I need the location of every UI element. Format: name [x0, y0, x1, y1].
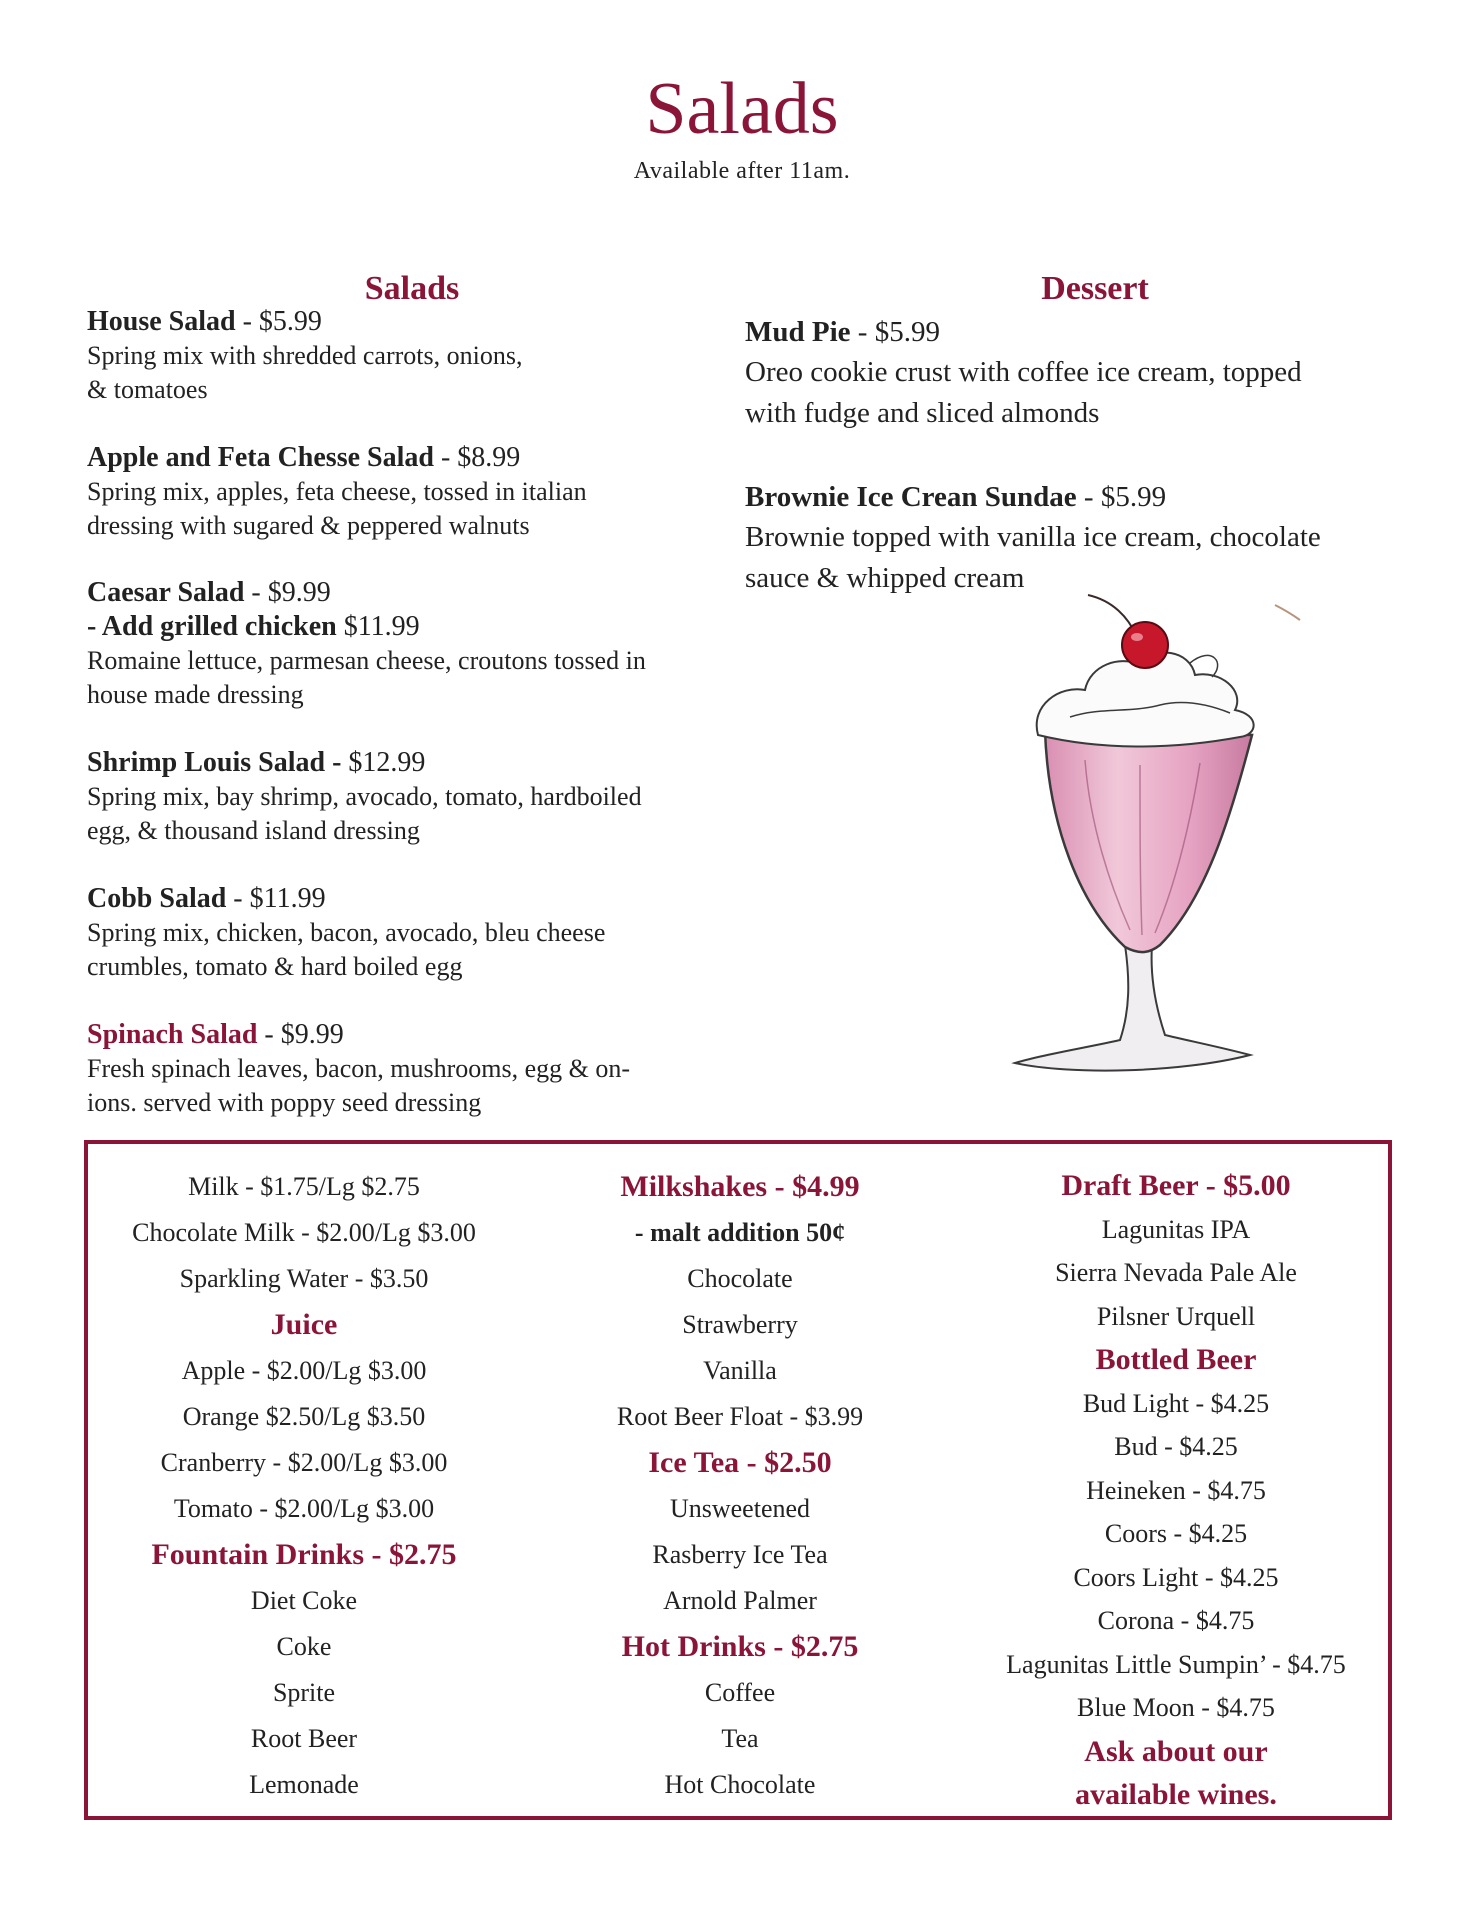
hot-coffee: Coffee	[704, 1678, 776, 1707]
page-title: Salads	[645, 68, 839, 150]
item-name: Spinach Salad	[87, 1019, 258, 1050]
item-description: Oreo cookie crust with coffee ice cream, topped with fudge and sliced almonds	[745, 356, 1302, 429]
item-description: Romaine lettuce, parmesan cheese, croutons tossed in house made dressing	[87, 646, 646, 709]
glass	[1045, 730, 1252, 952]
menu-item-spinach-salad	[87, 1018, 747, 1120]
hot-chocolate: Hot Chocolate	[664, 1770, 816, 1799]
menu-item-mud-pie	[745, 312, 1405, 434]
drinks-column-1	[88, 1164, 520, 1808]
dessert-heading: Dessert	[1041, 270, 1149, 307]
milkshake-vanilla: Vanilla	[703, 1356, 777, 1385]
juice-cranberry: Cranberry - $2.00/Lg $3.00	[160, 1448, 448, 1477]
bottled-lagunitas-little-sumpin: Lagunitas Little Sumpin’ - $4.75	[1006, 1649, 1346, 1679]
fountain-coke: Coke	[276, 1632, 332, 1661]
item-price: - $9.99	[244, 577, 331, 608]
item-description: Brownie topped with vanilla ice cream, chocolate sauce & whipped cream	[745, 521, 1321, 594]
drinks-column-3	[960, 1164, 1392, 1817]
draft-beer-heading: Draft Beer - $5.00	[1061, 1169, 1291, 1202]
drink-chocolate-milk: Chocolate Milk - $2.00/Lg $3.00	[132, 1218, 476, 1247]
juice-heading: Juice	[270, 1308, 338, 1341]
bottled-coors-light: Coors Light - $4.25	[1073, 1562, 1279, 1592]
item-price: $12.99	[348, 747, 426, 778]
menu-item-apple-feta-salad	[87, 441, 747, 543]
item-price: - $9.99	[257, 1019, 344, 1050]
drink-milk: Milk - $1.75/Lg $2.75	[188, 1172, 420, 1201]
draft-pilsner-urquell: Pilsner Urquell	[1096, 1301, 1256, 1331]
bottled-beer-heading: Bottled Beer	[1095, 1343, 1257, 1376]
addon-name: - Add grilled chicken	[87, 611, 337, 642]
fountain-diet-coke: Diet Coke	[250, 1586, 358, 1615]
draft-lagunitas-ipa: Lagunitas IPA	[1101, 1214, 1251, 1244]
bottled-blue-moon: Blue Moon - $4.75	[1077, 1693, 1275, 1722]
milkshake-chocolate: Chocolate	[687, 1264, 793, 1293]
item-name: House Salad	[87, 306, 236, 337]
item-price: - $5.99	[850, 316, 940, 348]
page-subtitle: Available after 11am.	[633, 158, 851, 184]
bottled-coors: Coors - $4.25	[1104, 1519, 1248, 1548]
milkshakes-heading: Milkshakes - $4.99	[620, 1170, 860, 1203]
root-beer-float: Root Beer Float - $3.99	[616, 1402, 864, 1431]
menu-item-caesar-salad	[87, 576, 747, 712]
item-name: Shrimp Louis Salad -	[87, 747, 349, 778]
doodle-mark	[1275, 605, 1300, 620]
menu-item-cobb-salad	[87, 882, 747, 984]
item-price: - $8.99	[433, 442, 521, 473]
fountain-root-beer: Root Beer	[250, 1724, 358, 1753]
item-name: Mud Pie	[745, 316, 851, 348]
ice-tea-arnold-palmer: Arnold Palmer	[663, 1586, 817, 1615]
addon-price: $11.99	[336, 611, 420, 642]
item-name: Cobb Salad	[87, 883, 227, 914]
item-description: Spring mix, apples, feta cheese, tossed in italian dressing with sugared & peppered walnuts	[87, 477, 587, 540]
ice-tea-rasberry: Rasberry Ice Tea	[652, 1540, 828, 1569]
item-name: Apple and Feta Chesse Salad	[87, 442, 434, 473]
bottled-bud: Bud - $4.25	[1114, 1432, 1238, 1461]
menu-item-house-salad	[87, 305, 747, 407]
menu-item-brownie-sundae	[745, 477, 1405, 599]
salads-heading: Salads	[364, 270, 460, 307]
drinks-column-2	[524, 1164, 956, 1808]
fountain-sprite: Sprite	[272, 1678, 336, 1707]
bottled-heineken: Heineken - $4.75	[1086, 1475, 1266, 1505]
item-description: Spring mix with shredded carrots, onions, & tomatoes	[87, 341, 523, 404]
item-price: - $5.99	[1076, 481, 1167, 513]
item-price: - $5.99	[235, 306, 322, 337]
hot-tea: Tea	[721, 1724, 759, 1753]
juice-orange: Orange $2.50/Lg $3.50	[182, 1402, 426, 1431]
milkshake-strawberry: Strawberry	[682, 1310, 798, 1339]
fountain-heading: Fountain Drinks - $2.75	[151, 1538, 457, 1571]
ice-tea-heading: Ice Tea - $2.50	[648, 1446, 832, 1479]
item-description: Spring mix, chicken, bacon, avocado, bleu cheese crumbles, tomato & hard boiled egg	[87, 918, 606, 981]
juice-tomato: Tomato - $2.00/Lg $3.00	[173, 1494, 435, 1523]
draft-sierra-nevada: Sierra Nevada Pale Ale	[1055, 1258, 1297, 1287]
drinks-box	[84, 1140, 1392, 1820]
wine-note-line-1: Ask about our	[1084, 1734, 1268, 1768]
malt-note: - malt addition 50¢	[634, 1218, 846, 1247]
ice-tea-unsweetened: Unsweetened	[669, 1494, 811, 1523]
item-name: Caesar Salad	[87, 577, 245, 608]
item-description: Fresh spinach leaves, bacon, mushrooms, egg & on- ions. served with poppy seed dressing	[87, 1054, 631, 1117]
milkshake-illustration	[990, 585, 1320, 1075]
stem	[1015, 945, 1250, 1071]
wine-note-line-2: available wines.	[1075, 1778, 1277, 1811]
cherry	[1088, 595, 1168, 668]
item-description: Spring mix, bay shrimp, avocado, tomato, hardboiled egg, & thousand island dressing	[87, 782, 642, 845]
drink-sparkling-water: Sparkling Water - $3.50	[179, 1264, 429, 1293]
bottled-corona: Corona - $4.75	[1097, 1606, 1255, 1635]
juice-apple: Apple - $2.00/Lg $3.00	[181, 1356, 427, 1385]
bottled-bud-light: Bud Light - $4.25	[1082, 1388, 1270, 1418]
fountain-lemonade: Lemonade	[249, 1770, 359, 1799]
item-price: - $11.99	[226, 883, 326, 914]
item-name: Brownie Ice Crean Sundae	[745, 481, 1077, 513]
menu-item-shrimp-louis-salad	[87, 746, 747, 848]
hot-drinks-heading: Hot Drinks - $2.75	[621, 1630, 859, 1663]
